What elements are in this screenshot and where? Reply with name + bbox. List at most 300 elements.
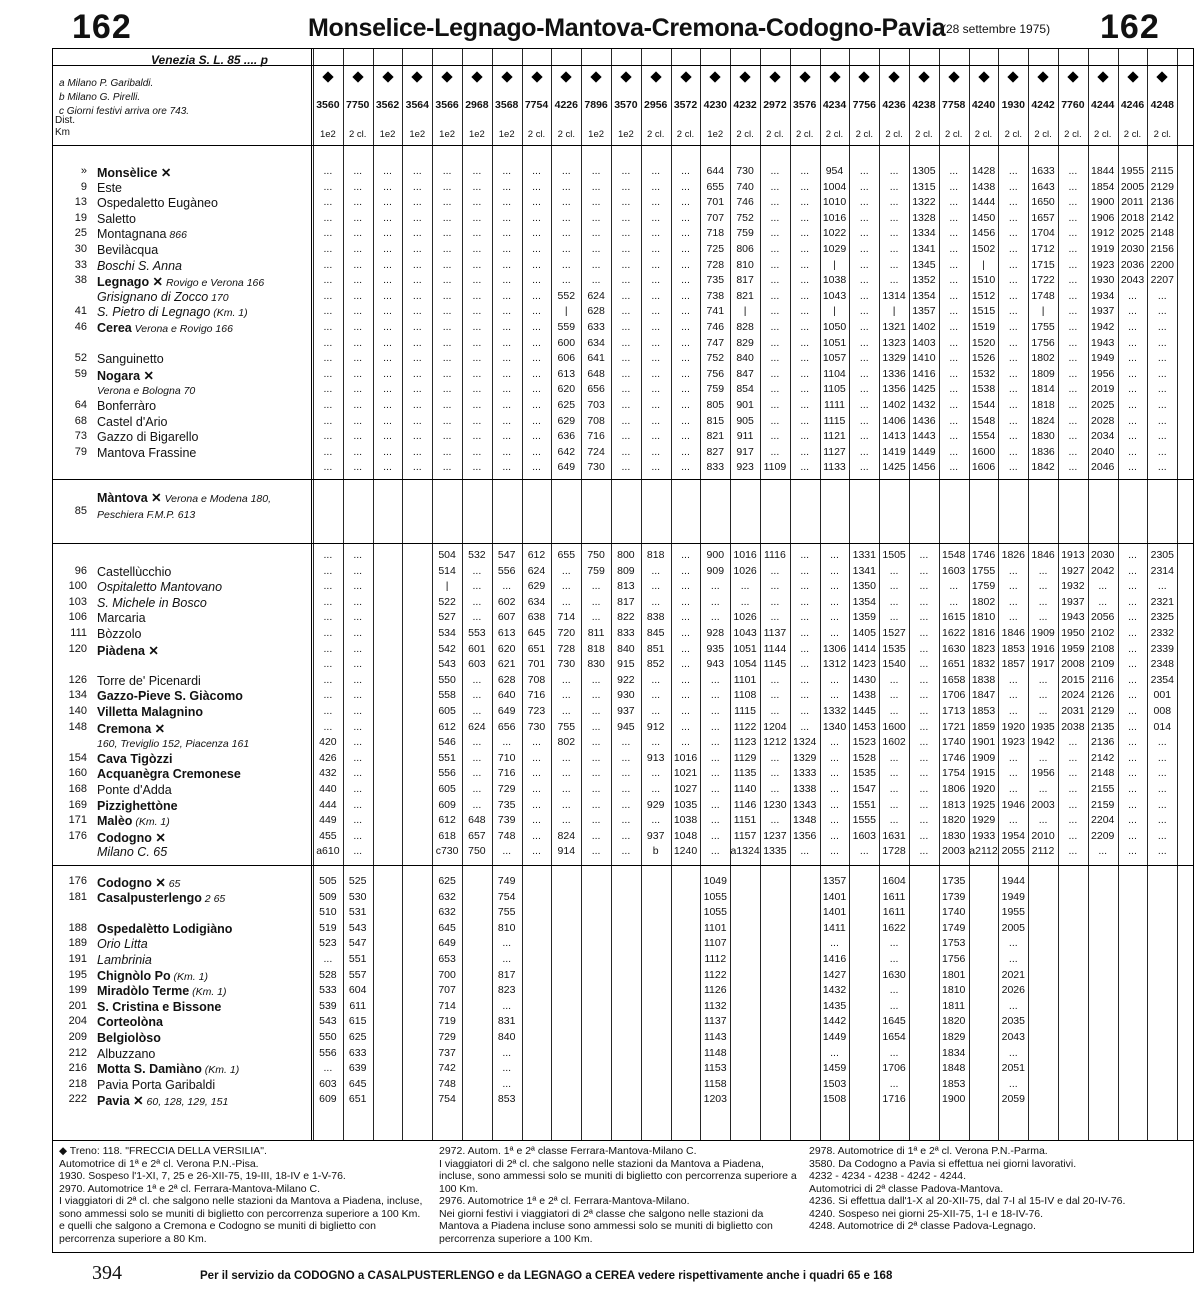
time-cell: ... (1008, 564, 1018, 577)
time-cell: ... (800, 705, 810, 717)
service-diamond-icon (1038, 71, 1049, 82)
station-label: Pizzighettòne (97, 798, 178, 813)
time-cell: 609 (438, 798, 456, 811)
service-diamond-icon (978, 71, 989, 82)
time-cell: 556 (438, 767, 456, 780)
time-cell: ... (532, 445, 541, 458)
time-cell: ... (770, 430, 780, 443)
time-cell: ... (353, 580, 363, 593)
pavia-section-rule (53, 865, 1193, 866)
time-cell: ... (353, 305, 363, 318)
station-label: Malèo (97, 814, 133, 829)
time-cell: ... (323, 689, 333, 702)
time-cell: 2136 (1150, 196, 1174, 209)
time-cell: 001 (1153, 689, 1172, 702)
station-label: Nogara ✕ (97, 368, 155, 383)
time-cell: ... (859, 383, 869, 396)
time-cell: 740 (736, 180, 754, 193)
km-value: 41 (74, 305, 87, 318)
time-cell: 1105 (823, 383, 846, 396)
time-cell: ... (859, 243, 869, 255)
train-class: 2 cl. (766, 129, 784, 140)
time-cell: ... (919, 627, 929, 639)
time-cell: ... (442, 196, 452, 209)
km-value: 103 (68, 595, 87, 608)
time-cell: 510 (319, 906, 337, 919)
km-value: 160 (68, 767, 87, 780)
km-value: 126 (68, 673, 87, 686)
time-cell: 1121 (823, 430, 846, 443)
time-cell: 811 (587, 627, 605, 639)
time-cell: ... (859, 165, 869, 177)
time-cell: ... (681, 430, 690, 443)
time-cell: ... (561, 274, 571, 287)
time-cell: 1943 (1061, 611, 1085, 624)
time-cell: 1842 (1031, 461, 1055, 474)
time-cell: 707 (706, 211, 725, 224)
time-cell: 748 (497, 829, 516, 842)
time-cell: ... (472, 243, 482, 255)
time-cell: ... (353, 430, 363, 443)
station-connection-note: (Km. 1) (201, 1064, 240, 1077)
time-cell: ... (412, 305, 422, 318)
time-cell: ... (1008, 445, 1018, 458)
time-cell: ... (1157, 383, 1167, 396)
time-cell: ... (323, 445, 333, 458)
time-cell: ... (681, 689, 690, 702)
time-cell: ... (353, 414, 363, 427)
time-cell: ... (502, 211, 512, 224)
train-class: 2 cl. (795, 129, 814, 140)
time-cell: ... (1128, 673, 1137, 686)
time-cell: 1706 (882, 1062, 906, 1075)
time-cell: 1528 (852, 751, 876, 764)
time-cell: 1459 (822, 1062, 847, 1075)
time-cell: ... (770, 196, 780, 209)
time-cell: 923 (736, 461, 754, 474)
time-cell: ... (412, 165, 422, 177)
time-cell: ... (412, 430, 422, 443)
time-cell: ... (1008, 461, 1018, 474)
time-cell: ... (1157, 305, 1167, 318)
station-connection-note: Verona e Rovigo 166 (131, 323, 233, 335)
time-cell: ... (412, 258, 422, 271)
train-class: 1e2 (588, 129, 605, 140)
time-cell: 1704 (1031, 227, 1055, 240)
station-label: Cerea (97, 321, 132, 335)
time-cell: ... (561, 783, 571, 795)
train-class: 2 cl. (915, 129, 933, 140)
time-cell: ... (532, 414, 541, 427)
time-cell: ... (591, 180, 601, 193)
time-cell: 1405 (852, 627, 876, 639)
time-cell: ... (472, 211, 482, 224)
time-cell: ... (621, 211, 631, 224)
time-cell: ... (472, 751, 482, 764)
time-cell: ... (1068, 814, 1078, 827)
time-cell: 754 (497, 890, 516, 903)
time-cell: ... (710, 720, 720, 733)
train-number: 4234 (822, 99, 847, 111)
km-label: Km (55, 127, 70, 138)
station-name (97, 627, 141, 641)
time-cell: 1352 (912, 274, 936, 287)
time-cell: 1436 (912, 414, 936, 427)
time-cell: ... (710, 845, 720, 858)
time-cell: 833 (617, 627, 635, 639)
time-cell: ... (859, 227, 869, 240)
time-cell: ... (800, 367, 810, 380)
time-cell: ... (621, 258, 631, 271)
time-cell: ... (710, 595, 720, 608)
time-cell: ... (1068, 845, 1078, 858)
time-cell: ... (532, 767, 541, 780)
time-cell: ... (889, 180, 899, 193)
time-cell: 2102 (1091, 627, 1115, 639)
time-cell: ... (591, 689, 601, 702)
time-cell: 742 (438, 1062, 456, 1075)
time-cell: 754 (438, 1093, 456, 1106)
time-cell: ... (710, 783, 720, 795)
time-cell: 723 (527, 705, 546, 717)
time-cell: ... (681, 336, 690, 349)
time-cell: 1603 (852, 829, 876, 842)
time-cell: ... (621, 165, 631, 177)
time-cell: ... (770, 399, 780, 411)
time-cell: 543 (438, 658, 456, 671)
time-cell: ... (800, 352, 810, 365)
time-cell: 1515 (971, 305, 996, 318)
train-class: 2 cl. (348, 129, 367, 140)
time-cell: ... (442, 289, 452, 302)
time-cell: ... (1068, 336, 1078, 349)
km-value: 176 (68, 875, 87, 887)
station-name (97, 596, 207, 610)
time-cell: 1022 (822, 227, 847, 240)
service-diamond-icon (412, 71, 423, 82)
time-cell: 817 (497, 968, 516, 981)
time-cell: ... (949, 414, 959, 427)
time-cell: 833 (706, 461, 725, 474)
time-cell: ... (830, 689, 839, 702)
time-cell: ... (353, 352, 363, 365)
time-cell: ... (710, 829, 720, 842)
time-cell: 1445 (852, 705, 876, 717)
time-cell: ... (1128, 767, 1137, 780)
station-name (97, 321, 233, 335)
time-cell: ... (621, 751, 631, 764)
time-cell: 1810 (971, 611, 996, 624)
time-cell: ... (919, 767, 929, 780)
km-value: 201 (68, 999, 87, 1012)
time-cell: ... (353, 642, 363, 655)
time-cell: 2031 (1061, 705, 1085, 717)
station-name (97, 845, 167, 859)
time-cell: ... (323, 953, 333, 965)
time-cell: ... (681, 642, 690, 655)
mantova-rule-top (53, 479, 1193, 480)
time-cell: 755 (497, 906, 516, 919)
time-cell: 1425 (912, 383, 936, 396)
time-cell: ... (383, 430, 392, 443)
time-cell: 716 (527, 689, 546, 702)
time-cell: 2021 (1001, 968, 1025, 981)
time-cell: ... (621, 414, 631, 427)
time-cell: ... (621, 798, 631, 811)
time-cell: 638 (527, 611, 546, 624)
station-name (97, 165, 171, 180)
time-cell: ... (412, 399, 422, 411)
time-cell: 805 (706, 399, 725, 411)
time-cell: 1740 (942, 906, 966, 919)
time-cell: ... (770, 673, 780, 686)
time-cell: ... (442, 430, 452, 443)
time-cell: 1854 (1091, 180, 1115, 193)
station-label: 160, Treviglio 152, Piacenza 161 (97, 738, 250, 751)
time-cell: ... (800, 321, 810, 333)
time-cell: ... (442, 321, 452, 333)
time-cell: 703 (587, 399, 605, 411)
time-cell: ... (591, 673, 601, 686)
time-cell: ... (651, 243, 661, 255)
time-cell: 700 (438, 968, 456, 981)
time-cell: ... (770, 580, 780, 593)
time-cell: 917 (736, 445, 754, 458)
time-cell: 1844 (1091, 165, 1115, 177)
time-cell: 915 (617, 658, 635, 671)
time-cell: ... (383, 289, 392, 302)
service-diamond-icon (561, 71, 572, 82)
time-cell: ... (621, 814, 631, 827)
time-cell: ... (830, 580, 839, 593)
time-cell: 815 (706, 414, 725, 427)
time-cell: ... (502, 430, 512, 443)
train-class: 1e2 (409, 129, 426, 140)
time-cell: 1820 (942, 814, 966, 827)
time-cell: 1109 (763, 461, 787, 474)
time-cell: 1055 (703, 890, 727, 903)
time-cell: 2159 (1091, 798, 1115, 811)
time-cell: ... (859, 305, 869, 318)
time-cell: ... (591, 705, 601, 717)
station-name (97, 674, 201, 688)
time-cell: ... (532, 258, 541, 271)
time-cell: ... (621, 352, 631, 365)
time-cell: 1548 (942, 549, 966, 561)
time-cell: ... (621, 736, 631, 749)
time-cell: ... (770, 564, 780, 577)
time-cell: 1535 (852, 767, 876, 780)
time-cell: 1715 (1031, 258, 1055, 271)
time-cell: ... (353, 180, 363, 193)
time-cell: ... (561, 751, 571, 764)
time-cell: ... (889, 984, 899, 997)
time-cell: ... (412, 274, 422, 287)
time-cell: ... (561, 705, 571, 717)
time-cell: ... (1098, 580, 1108, 593)
time-cell: 2025 (1091, 399, 1115, 411)
time-cell: ... (740, 580, 750, 593)
time-cell: ... (502, 305, 512, 318)
time-cell: 739 (497, 814, 516, 827)
time-cell: 1315 (912, 180, 936, 193)
time-cell: 1430 (852, 673, 876, 686)
time-cell: ... (859, 445, 869, 458)
time-cell: 2305 (1150, 549, 1174, 561)
time-cell: ... (472, 399, 482, 411)
time-cell: ... (681, 564, 690, 577)
time-cell: 1334 (912, 227, 936, 240)
time-cell: ... (1128, 399, 1137, 411)
time-cell: 645 (348, 1077, 367, 1090)
time-cell: 1322 (912, 196, 936, 209)
time-cell: | (1041, 305, 1045, 318)
time-cell: ... (710, 705, 720, 717)
time-cell: 651 (348, 1093, 367, 1106)
time-cell: ... (323, 352, 333, 365)
time-cell: ... (949, 258, 959, 271)
time-cell: 1554 (971, 430, 996, 443)
time-cell: ... (889, 196, 899, 209)
station-name (97, 383, 195, 397)
time-cell: ... (1157, 399, 1167, 411)
time-cell: ... (353, 274, 363, 287)
legend-notes (59, 77, 189, 119)
time-cell: 632 (438, 890, 456, 903)
time-cell: 639 (348, 1062, 367, 1075)
station-name (97, 689, 243, 703)
time-cell: 1122 (703, 968, 727, 981)
time-cell: ... (919, 580, 929, 593)
time-cell: ... (830, 595, 839, 608)
time-cell: 618 (438, 829, 456, 842)
service-diamond-icon (829, 71, 840, 82)
time-cell: ... (1157, 336, 1167, 349)
time-cell: ... (502, 1046, 512, 1059)
time-cell: ... (1068, 767, 1078, 780)
time-cell: ... (1008, 751, 1018, 764)
time-cell: ... (353, 165, 363, 177)
time-cell: ... (532, 196, 541, 209)
station-label: Acquanègra Cremonese (97, 767, 241, 782)
time-cell: ... (412, 445, 422, 458)
km-value: 85 (74, 505, 87, 517)
time-cell: ... (800, 180, 810, 193)
time-cell: 716 (587, 430, 605, 443)
station-label: Orio Litta (97, 937, 148, 952)
km-value: 79 (74, 445, 87, 458)
time-cell: 1739 (942, 890, 966, 903)
time-cell: 1204 (763, 720, 787, 733)
station-label: Legnago ✕ (97, 275, 164, 290)
time-cell: ... (710, 736, 720, 749)
time-cell: 1753 (942, 937, 966, 950)
time-cell: ... (710, 673, 720, 686)
time-cell: 2034 (1091, 430, 1115, 443)
time-cell: ... (859, 367, 869, 380)
station-name (97, 937, 148, 951)
time-cell: ... (502, 461, 512, 474)
time-cell: 1811 (942, 999, 965, 1012)
time-cell: 2325 (1150, 611, 1174, 624)
time-cell: ... (323, 399, 333, 411)
time-cell: ... (1068, 305, 1078, 318)
time-cell: 1538 (971, 383, 996, 396)
time-cell: 1923 (1091, 258, 1115, 271)
time-cell: a610 (316, 845, 340, 858)
time-cell: 1810 (942, 984, 966, 997)
time-cell: 2030 (1120, 243, 1145, 255)
time-cell: | (833, 305, 836, 318)
footnote-line: 2970. Automotrice 1ª e 2ª cl. Ferrara-Mantova-Milano C. (59, 1182, 321, 1195)
dist-label: Dist. (55, 115, 75, 126)
time-cell: 730 (557, 658, 576, 671)
time-cell: ... (502, 243, 512, 255)
time-cell: 1048 (673, 829, 698, 842)
time-cell: ... (353, 258, 363, 271)
train-class: 2 cl. (885, 129, 903, 140)
time-cell: 1602 (882, 736, 906, 749)
time-cell: ... (889, 211, 899, 224)
time-cell: 802 (557, 736, 576, 749)
time-cell: 1449 (822, 1031, 847, 1043)
time-cell: 829 (736, 336, 754, 349)
time-cell: 1027 (673, 783, 698, 795)
time-cell: 1438 (971, 180, 996, 193)
time-cell: 1329 (793, 751, 817, 764)
time-cell: 1755 (1031, 321, 1055, 333)
time-cell: 648 (468, 814, 486, 827)
km-value: 191 (68, 953, 87, 965)
train-number: 3570 (614, 99, 638, 111)
time-cell: 655 (706, 180, 725, 193)
time-cell: 542 (438, 642, 456, 655)
train-number: 4242 (1031, 99, 1055, 111)
time-cell: 1829 (942, 1031, 966, 1043)
time-cell: 640 (497, 689, 516, 702)
time-cell: ... (770, 367, 780, 380)
time-cell: ... (323, 642, 333, 655)
time-cell: 2011 (1121, 196, 1144, 209)
time-cell: 2207 (1150, 274, 1174, 287)
time-cell: 1643 (1031, 180, 1055, 193)
time-cell: 1520 (971, 336, 996, 349)
time-cell: ... (383, 461, 392, 474)
time-cell: 1830 (1031, 430, 1055, 443)
time-cell: 612 (438, 814, 456, 827)
train-number: 4248 (1150, 99, 1174, 111)
time-cell: ... (532, 430, 541, 443)
train-number: 4230 (703, 99, 727, 111)
km-value: 212 (68, 1046, 87, 1059)
time-cell: 2112 (1031, 845, 1055, 858)
time-cell: ... (800, 580, 810, 593)
station-name (97, 181, 122, 195)
time-cell: ... (472, 673, 482, 686)
time-cell: 2043 (1120, 274, 1145, 287)
time-cell: 1544 (971, 399, 996, 411)
time-cell: 628 (587, 305, 605, 318)
time-cell: 1956 (1091, 367, 1115, 380)
time-cell: ... (889, 689, 899, 702)
time-cell: ... (532, 383, 541, 396)
time-cell: 2015 (1061, 673, 1085, 686)
footnote-line: ◆ Treno: 118. "FRECCIA DELLA VERSILIA". (59, 1145, 267, 1157)
time-cell: ... (353, 383, 363, 396)
time-cell: ... (1008, 705, 1018, 717)
time-cell: ... (502, 274, 512, 287)
time-cell: 937 (646, 829, 665, 842)
